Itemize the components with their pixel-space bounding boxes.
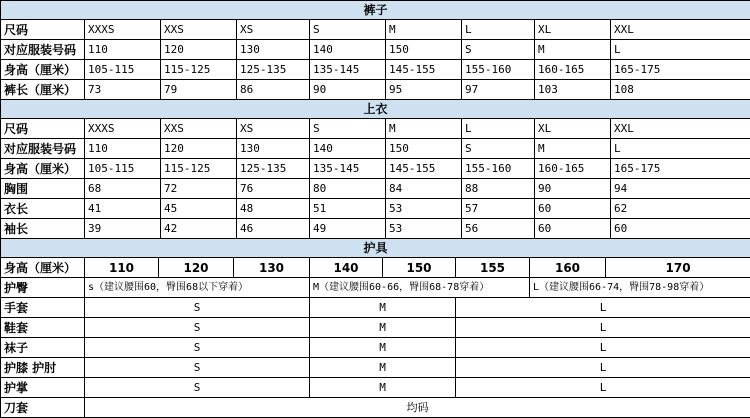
cell: 155	[456, 258, 530, 278]
cell: 110	[85, 139, 161, 159]
cell: L	[462, 119, 535, 139]
gear-knife-sheath-row	[1, 398, 750, 418]
cell: L	[611, 40, 750, 60]
cell: 56	[462, 219, 535, 239]
cell: 73	[85, 80, 161, 100]
gear-section-title: 护具	[1, 239, 750, 258]
cell: L	[456, 358, 750, 378]
pants-header-row	[1, 1, 750, 20]
tops-chest-row	[1, 179, 750, 199]
cell: M	[535, 40, 611, 60]
cell: 160-165	[535, 60, 611, 80]
row-label: 衣长	[1, 199, 85, 219]
cell: 160	[530, 258, 606, 278]
cell: 57	[462, 199, 535, 219]
cell: 53	[386, 199, 462, 219]
cell: 60	[535, 199, 611, 219]
cell: S	[310, 119, 386, 139]
cell: 76	[237, 179, 310, 199]
cell: 79	[161, 80, 237, 100]
pants-length-row	[1, 80, 750, 100]
cell: 145-155	[386, 60, 462, 80]
cell: L	[456, 318, 750, 338]
cell: M	[310, 338, 456, 358]
cell: 150	[386, 40, 462, 60]
cell: 72	[161, 179, 237, 199]
cell: 155-160	[462, 159, 535, 179]
pants-height-row	[1, 60, 750, 80]
gear-header-row	[1, 239, 750, 258]
cell: 94	[611, 179, 750, 199]
row-label: 护臀	[1, 278, 85, 298]
cell: 42	[161, 219, 237, 239]
cell: 125-135	[237, 60, 310, 80]
cell: 160-165	[535, 159, 611, 179]
cell: 105-115	[85, 159, 161, 179]
cell: 84	[386, 179, 462, 199]
cell: 39	[85, 219, 161, 239]
tops-length-row	[1, 199, 750, 219]
cell: 120	[161, 40, 237, 60]
cell: S	[85, 318, 310, 338]
cell: 46	[237, 219, 310, 239]
hip-note-medium: M（建议腰围60-66，臀围68-78穿着）	[310, 278, 530, 298]
cell: 68	[85, 179, 161, 199]
row-label: 刀套	[1, 398, 85, 418]
pants-size-row	[1, 20, 750, 40]
cell: 51	[310, 199, 386, 219]
gear-socks-row	[1, 338, 750, 358]
gear-height-row	[1, 258, 750, 278]
cell: S	[85, 338, 310, 358]
gear-table	[0, 238, 750, 418]
row-label: 袖长	[1, 219, 85, 239]
cell: XXL	[611, 119, 750, 139]
cell: 115-125	[161, 60, 237, 80]
cell: XXS	[161, 20, 237, 40]
cell: 130	[237, 139, 310, 159]
cell: 115-125	[161, 159, 237, 179]
row-label: 对应服装号码	[1, 139, 85, 159]
cell: L	[611, 139, 750, 159]
row-label: 尺码	[1, 119, 85, 139]
cell: 145-155	[386, 159, 462, 179]
cell: S	[85, 298, 310, 318]
cell: 130	[237, 40, 310, 60]
cell: M	[535, 139, 611, 159]
hip-note-large: L（建议腰围66-74，臀围78-98穿着）	[530, 278, 750, 298]
cell: XS	[237, 119, 310, 139]
row-label: 鞋套	[1, 318, 85, 338]
row-label: 袜子	[1, 338, 85, 358]
row-label: 胸围	[1, 179, 85, 199]
cell: XXXS	[85, 119, 161, 139]
row-label: 护膝 护肘	[1, 358, 85, 378]
cell: M	[310, 358, 456, 378]
cell: L	[456, 378, 750, 398]
tops-size-row	[1, 119, 750, 139]
row-label: 尺码	[1, 20, 85, 40]
cell: 86	[237, 80, 310, 100]
tops-sleeve-row	[1, 219, 750, 239]
cell: M	[310, 298, 456, 318]
cell: S	[462, 40, 535, 60]
hip-note-small: s（建议腰围60，臀围68以下穿着）	[85, 278, 310, 298]
gear-palm-row	[1, 378, 750, 398]
cell: S	[85, 358, 310, 378]
cell: M	[386, 119, 462, 139]
cell: XS	[237, 20, 310, 40]
cell: 48	[237, 199, 310, 219]
cell: 60	[535, 219, 611, 239]
cell: XL	[535, 20, 611, 40]
row-label: 对应服装号码	[1, 40, 85, 60]
cell: M	[310, 318, 456, 338]
cell: S	[310, 20, 386, 40]
gear-shoe-cover-row	[1, 318, 750, 338]
cell: 150	[383, 258, 456, 278]
cell: 108	[611, 80, 750, 100]
cell: 80	[310, 179, 386, 199]
row-label: 裤长（厘米）	[1, 80, 85, 100]
cell: XXS	[161, 119, 237, 139]
row-label: 手套	[1, 298, 85, 318]
tops-header-row	[1, 100, 750, 119]
cell: 95	[386, 80, 462, 100]
gear-gloves-row	[1, 298, 750, 318]
cell: 53	[386, 219, 462, 239]
cell: S	[462, 139, 535, 159]
cell: 62	[611, 199, 750, 219]
cell: 120	[159, 258, 234, 278]
cell: 170	[606, 258, 750, 278]
cell: 150	[386, 139, 462, 159]
cell: L	[456, 298, 750, 318]
tops-section-title: 上衣	[1, 100, 750, 119]
row-label: 护掌	[1, 378, 85, 398]
cell: 41	[85, 199, 161, 219]
row-label: 身高（厘米）	[1, 159, 85, 179]
cell: 105-115	[85, 60, 161, 80]
cell: 49	[310, 219, 386, 239]
cell: L	[462, 20, 535, 40]
cell: 120	[161, 139, 237, 159]
cell: 125-135	[237, 159, 310, 179]
tops-number-row	[1, 139, 750, 159]
cell: 90	[535, 179, 611, 199]
cell: 165-175	[611, 60, 750, 80]
cell: 110	[85, 40, 161, 60]
cell: 60	[611, 219, 750, 239]
cell: XXL	[611, 20, 750, 40]
pants-number-row	[1, 40, 750, 60]
cell: 90	[310, 80, 386, 100]
cell: L	[456, 338, 750, 358]
cell: S	[85, 378, 310, 398]
cell: 135-145	[310, 60, 386, 80]
cell: 均码	[85, 398, 750, 418]
row-label: 身高（厘米）	[1, 60, 85, 80]
cell: M	[386, 20, 462, 40]
cell: M	[310, 378, 456, 398]
cell: 165-175	[611, 159, 750, 179]
cell: XXXS	[85, 20, 161, 40]
pants-section-title: 裤子	[1, 1, 750, 20]
gear-hip-row	[1, 278, 750, 298]
cell: 135-145	[310, 159, 386, 179]
cell: 97	[462, 80, 535, 100]
cell: 103	[535, 80, 611, 100]
gear-knee-elbow-row	[1, 358, 750, 378]
cell: 140	[310, 40, 386, 60]
cell: 155-160	[462, 60, 535, 80]
row-label: 身高（厘米）	[1, 258, 85, 278]
tops-height-row	[1, 159, 750, 179]
cell: 110	[85, 258, 159, 278]
cell: 140	[310, 258, 383, 278]
cell: 45	[161, 199, 237, 219]
cell: XL	[535, 119, 611, 139]
cell: 140	[310, 139, 386, 159]
cell: 88	[462, 179, 535, 199]
cell: 130	[234, 258, 310, 278]
